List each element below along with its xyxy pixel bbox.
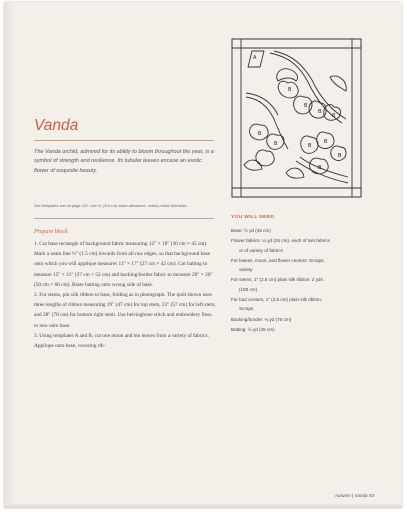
- svg-text:B: B: [332, 113, 336, 119]
- book-page: [4, 2, 402, 508]
- svg-text:B: B: [288, 87, 292, 93]
- prepare-block-heading: Prepare block: [34, 229, 68, 235]
- instruction-step: 2. For stems, pin silk ribbon to base, folding as in photograph. The quilt shown uses three lengths of ribbon measuring 19" (47 cm) for top stem, 23" (57 cm) for left stem, and 28" (70 cm) for bottom right stem. Use herringbone stitch and embroidery floss to sew onto base.: [34, 292, 216, 329]
- list-item: Backing/border: ¾ yd (70 cm): [231, 316, 292, 322]
- page-gutter: [4, 2, 16, 508]
- svg-text:B: B: [304, 103, 308, 109]
- intro-paragraph: The Vanda orchid, admired for its ability to bloom throughout the year, is a symbol of strength and resilience. Its tubular leaves encase an exotic flower of exquisite beauty.: [34, 149, 214, 174]
- note-divider: [34, 218, 214, 219]
- page-title: Vanda: [34, 117, 79, 134]
- svg-text:B: B: [318, 165, 322, 171]
- list-item: Batting: ½ yd (45 cm): [231, 326, 275, 332]
- list-item: Base: ½ yd (45 cm): [231, 228, 271, 233]
- page-edge-shadow: [4, 503, 402, 508]
- list-item: Flower fabrics: ¼ yd (25 cm), each of two fabrics or of variety of fabrics: [231, 238, 330, 253]
- svg-text:B: B: [318, 109, 322, 115]
- quilt-pattern-diagram: [230, 37, 363, 199]
- list-item: For bud centers, 1" (2.5 cm) plain silk ribbon: Scraps: [231, 297, 323, 312]
- list-item: For leaves, moon, and flower centers: Scraps, variety: [231, 257, 325, 273]
- materials-list: [231, 226, 381, 335]
- instruction-step: 1. Cut base rectangle of background fabric measuring 12" × 18" (30 cm × 45 cm). Mark a seam line ½" (1.5 cm) inwards from all raw edges, so that background base onto which you will applique measures 11" × 17" (27 cm × 42 cm). Cut batting to measure 15" × 21" (37 cm × 52 cm) and backing/border fabric to measure 20" × 26" (50 cm × 66 cm). Baste batting onto wrong side of base.: [34, 241, 213, 288]
- instruction-step: 3. Using templates A and B, cut one moon and ten leaves from a variety of fabrics. Applique onto base, covering rib-: [34, 332, 209, 350]
- page-footer: Autumn | Vanda 93: [334, 493, 374, 498]
- seam-allowance-note: See templates and on page 152. Use ¼" (0.6 cm) seam allowance, unless noted otherwise.: [34, 204, 188, 208]
- svg-text:B: B: [308, 143, 312, 149]
- title-divider: [34, 140, 214, 141]
- svg-text:B: B: [324, 139, 328, 145]
- svg-text:B: B: [338, 153, 342, 159]
- you-will-need-heading: YOU WILL NEED: [231, 215, 275, 220]
- svg-text:B: B: [274, 141, 278, 147]
- template-label-a: A: [253, 55, 257, 61]
- svg-text:B: B: [258, 131, 262, 137]
- list-item: For stems, 1" (2.5 cm) plain silk ribbon: 2 yds (180 cm): [231, 277, 323, 292]
- instructions-body: [34, 239, 216, 351]
